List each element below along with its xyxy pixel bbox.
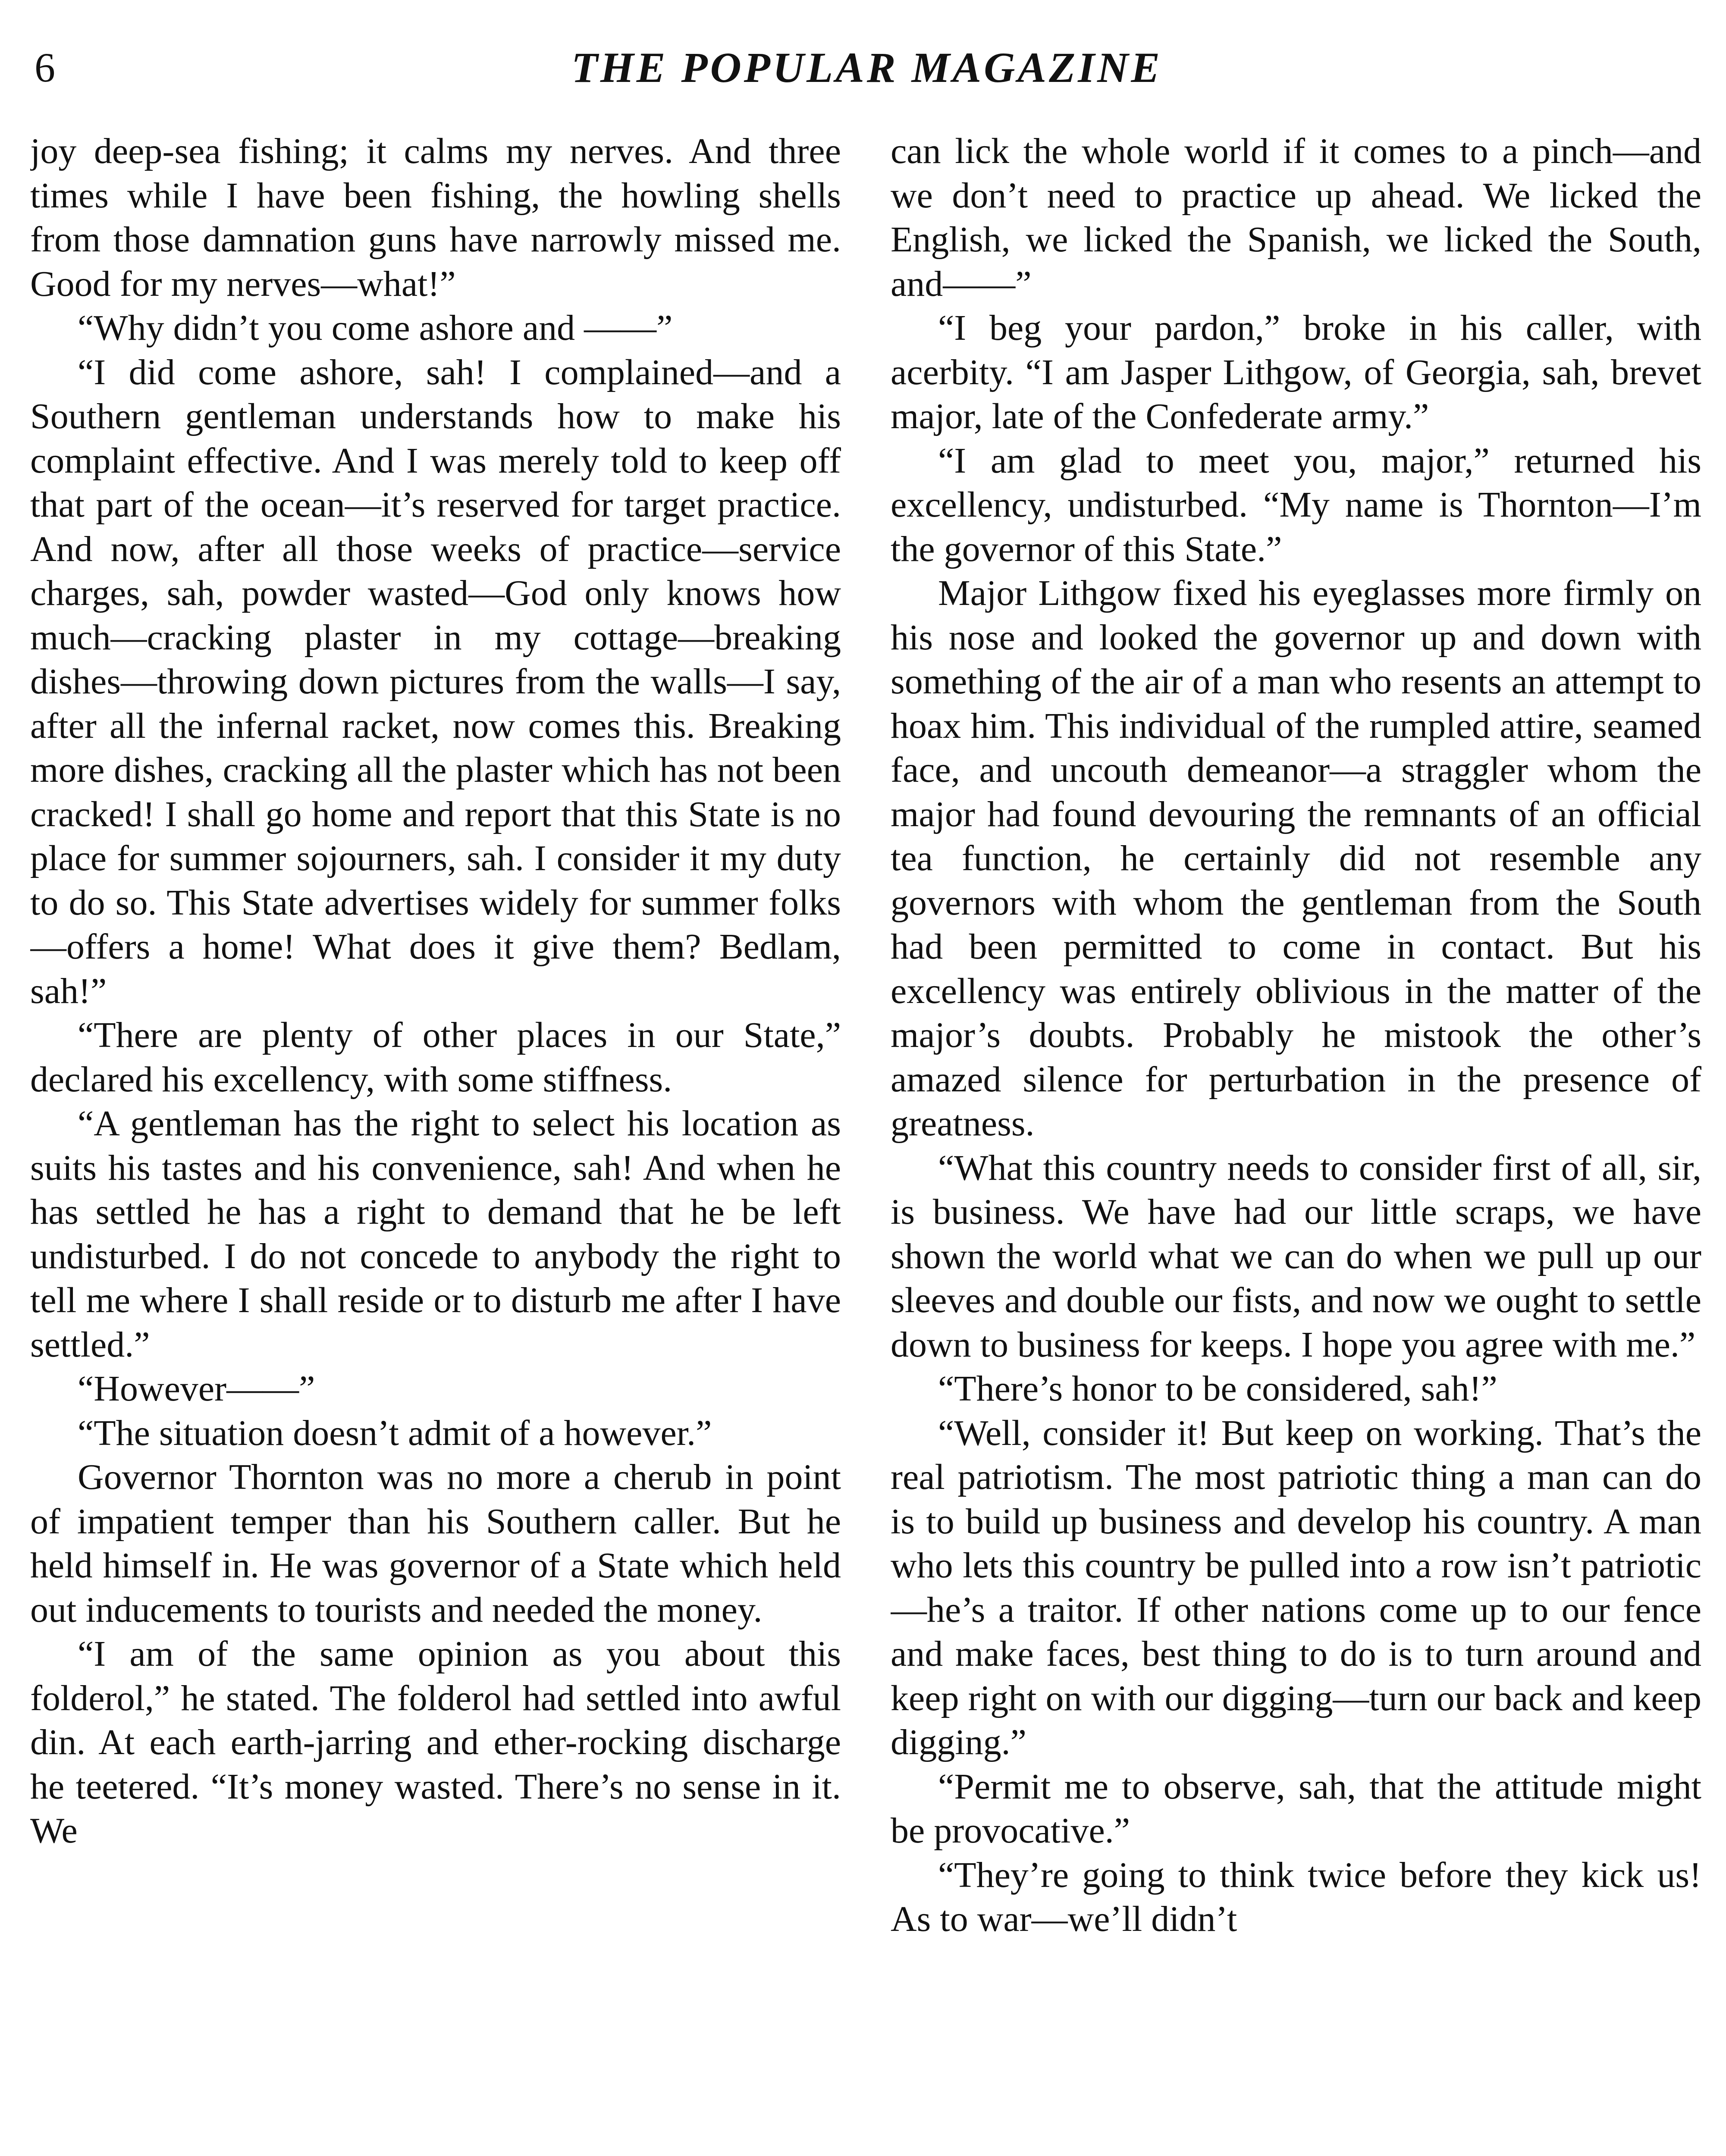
paragraph: Major Lithgow fixed his eyeglasses more firmly on his nose and looked the governor up and down with something of the air of a man who resents an attempt to hoax him. This individual of the rumpled attire, seamed face, and uncouth demeanor—a straggler whom the major had found devouring the remnants of an official tea function, he certainly did not resemble any governors with whom the gentleman from the South had been permitted to come in contact. But his excellency was entirely oblivious in the matter of the major’s doubts. Probably he mistook the other’s amazed silence for perturbation in the presence of greatness. [891, 573, 1701, 1144]
right-text-column [891, 129, 1701, 2156]
paragraph: joy deep-sea fishing; it calms my nerves. And three times while I have been fishing, the howling shells from those damnation guns have narrowly missed me. Good for my nerves—what!” [30, 131, 841, 304]
paragraph: “I did come ashore, sah! I complained—and a Southern gentleman understands how to make his complaint effective. And I was merely told to keep off that part of the ocean—it’s reserved for target practice. And now, after all those weeks of practice—service charges, sah, powder wasted—God only knows how much—cracking plaster in my cottage—breaking dishes—throwing down pictures from the walls—I say, after all the infernal racket, now comes this. Breaking more dishes, cracking all the plaster which has not been cracked! I shall go home and report that this State is no place for summer sojourners, sah. I consider it my duty to do so. This State advertises widely for summer folks—offers a home! What does it give them? Bedlam, sah!” [30, 352, 841, 1011]
paragraph: “I am glad to meet you, major,” returned his excellency, undisturbed. “My name is Thornton—I’m the governor of this State.” [891, 440, 1701, 569]
paragraph: “A gentleman has the right to select his location as suits his tastes and his convenience, sah! And when he has settled he has a right to demand that he be left undisturbed. I do not concede to anybody the right to tell me where I shall reside or to disturb me after I have settled.” [30, 1103, 841, 1365]
paragraph: “Permit me to observe, sah, that the attitude might be provocative.” [891, 1766, 1701, 1851]
paragraph: “Well, consider it! But keep on working. That’s the real patriotism. The most patriotic thing a man can do is to build up business and develop his country. A man who lets this country be pulled into a row isn’t patriotic—he’s a traitor. If other nations come up to our fence and make faces, best thing to do is to turn around and keep right on with our digging—turn our back and keep digging.” [891, 1413, 1701, 1762]
running-title: THE POPULAR MAGAZINE [571, 44, 1163, 91]
paragraph: Governor Thornton was no more a cherub in point of impatient temper than his Southern caller. But he held himself in. He was governor of a State which held out inducements to tourists and needed the money. [30, 1457, 841, 1630]
left-text-column [30, 129, 841, 2156]
paragraph: can lick the whole world if it comes to a pinch—and we don’t need to practice up ahead. We licked the English, we licked the Spanish, we licked the South, and——” [891, 131, 1701, 304]
paragraph: “However——” [78, 1369, 315, 1409]
page-header [35, 40, 1699, 109]
paragraph: “There’s honor to be considered, sah!” [938, 1369, 1497, 1409]
paragraph: “There are plenty of other places in our State,” declared his excellency, with some stiffness. [30, 1015, 841, 1100]
paragraph: “Why didn’t you come ashore and ——” [78, 308, 673, 348]
paragraph: “The situation doesn’t admit of a however.” [78, 1413, 712, 1453]
paragraph: “I am of the same opinion as you about this folderol,” he stated. The folderol had settled into awful din. At each earth-jarring and ether-rocking discharge he teetered. “It’s money wasted. There’s no sense in it. We [30, 1634, 841, 1851]
paragraph: “I beg your pardon,” broke in his caller, with acerbity. “I am Jasper Lithgow, of Georgia, sah, brevet major, late of the Confederate army.” [891, 308, 1701, 436]
page-number: 6 [35, 44, 55, 91]
paragraph: “They’re going to think twice before they kick us! As to war—we’ll didn’t [891, 1855, 1701, 1939]
paragraph: “What this country needs to consider first of all, sir, is business. We have had our little scraps, we have shown the world what we can do when we pull up our sleeves and double our fists, and now we ought to settle down to business for keeps. I hope you agree with me.” [891, 1147, 1701, 1365]
